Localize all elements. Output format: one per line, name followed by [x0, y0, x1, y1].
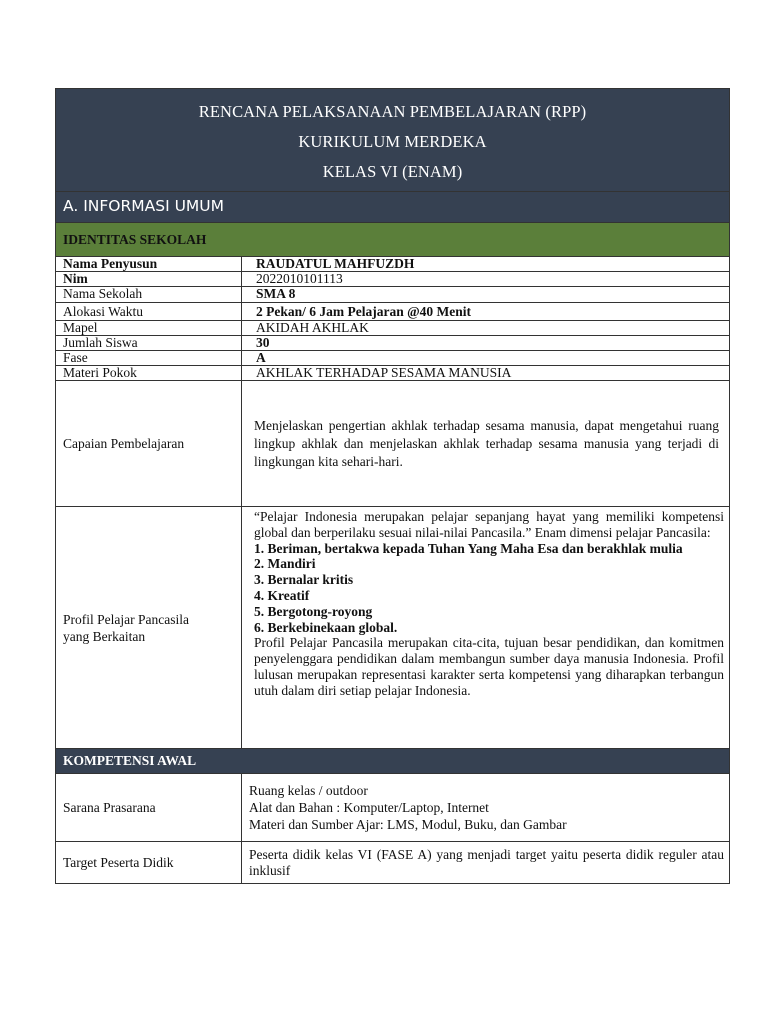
label-nama-sekolah: Nama Sekolah [56, 287, 242, 303]
sarana-line: Alat dan Bahan : Komputer/Laptop, Internet [249, 800, 489, 815]
target-row [56, 842, 730, 884]
list-item: 6. Berkebinekaan global. [254, 619, 398, 635]
label-capaian: Capaian Pembelajaran [56, 381, 242, 507]
header-row [56, 89, 730, 192]
value-nim: 2022010101113 [242, 272, 730, 287]
value-materi-pokok: AKHLAK TERHADAP SESAMA MANUSIA [242, 366, 730, 381]
value-alokasi-waktu: 2 Pekan/ 6 Jam Pelajaran @40 Menit [242, 303, 730, 321]
header-class: KELAS VI (ENAM) [322, 162, 463, 181]
list-item: 3. Bernalar kritis [254, 572, 354, 588]
label-profil-line2: yang Berkaitan [63, 628, 146, 644]
kompetensi-row [56, 749, 730, 774]
list-item: 2. Mandiri [254, 556, 316, 572]
label-nama-penyusun: Nama Penyusun [56, 257, 242, 272]
section-a-prefix: A. [63, 197, 79, 215]
table-row [56, 287, 730, 303]
value-nama-penyusun: RAUDATUL MAHFUZDH [242, 257, 730, 272]
identitas-row [56, 223, 730, 257]
section-a-heading [56, 192, 730, 223]
label-sarana: Sarana Prasarana [56, 774, 242, 842]
section-a-title: INFORMASI UMUM [83, 197, 225, 215]
value-mapel: AKIDAH AKHLAK [242, 321, 730, 336]
rpp-table [55, 88, 730, 884]
value-jumlah-siswa: 30 [242, 336, 730, 351]
label-materi-pokok: Materi Pokok [56, 366, 242, 381]
value-profil [242, 507, 730, 749]
label-alokasi-waktu: Alokasi Waktu [56, 303, 242, 321]
label-nim: Nim [56, 272, 242, 287]
table-row [56, 303, 730, 321]
label-profil [56, 507, 242, 749]
document-header [56, 89, 730, 192]
list-item: 4. Kreatif [254, 587, 310, 603]
label-jumlah-siswa: Jumlah Siswa [56, 336, 242, 351]
capaian-row [56, 381, 730, 507]
identitas-heading: IDENTITAS SEKOLAH [56, 223, 730, 257]
table-row [56, 351, 730, 366]
section-a-row [56, 192, 730, 223]
profil-row [56, 507, 730, 749]
value-target: Peserta didik kelas VI (FASE A) yang menjadi target yaitu peserta didik reguler atau inklusif [242, 842, 730, 884]
label-target: Target Peserta Didik [56, 842, 242, 884]
table-row [56, 366, 730, 381]
header-title: RENCANA PELAKSANAAN PEMBELAJARAN (RPP) [198, 102, 587, 121]
value-capaian: Menjelaskan pengertian akhlak terhadap sesama manusia, dapat mengetahui ruang lingkup akhlak dan menjelaskan akhlak terhadap sesama manusia yang terjadi di lingkungan kita sehari-hari. [242, 381, 730, 507]
profil-closing: Profil Pelajar Pancasila merupakan cita-cita, tujuan besar pendidikan, dan komitmen penyelenggara pendidikan dalam membangun sumber daya manusia Indonesia. Profil lulusan merupakan representasi karakter serta kompetensi yang diharapkan terbangun utuh dalam diri setiap pelajar Indonesia. [254, 635, 724, 698]
profil-dimension-list [254, 541, 729, 636]
table-row [56, 272, 730, 287]
sarana-line: Materi dan Sumber Ajar: LMS, Modul, Buku, dan Gambar [249, 817, 567, 832]
table-row [56, 321, 730, 336]
list-item: 5. Bergotong-royong [254, 603, 373, 619]
label-mapel: Mapel [56, 321, 242, 336]
header-subtitle: KURIKULUM MERDEKA [298, 132, 487, 151]
table-row [56, 336, 730, 351]
sarana-row [56, 774, 730, 842]
profil-intro: “Pelajar Indonesia merupakan pelajar sepanjang hayat yang memiliki kompetensi global dan berperilaku sesuai nilai-nilai Pancasila.” Enam dimensi pelajar Pancasila: [254, 509, 724, 540]
value-sarana [242, 774, 730, 842]
kompetensi-heading: KOMPETENSI AWAL [56, 749, 730, 774]
value-fase: A [242, 351, 730, 366]
list-item: 1. Beriman, bertakwa kepada Tuhan Yang Maha Esa dan berakhlak mulia [254, 540, 683, 556]
label-fase: Fase [56, 351, 242, 366]
value-nama-sekolah: SMA 8 [242, 287, 730, 303]
table-row [56, 257, 730, 272]
label-profil-line1: Profil Pelajar Pancasila [63, 611, 189, 627]
sarana-line: Ruang kelas / outdoor [249, 783, 368, 798]
